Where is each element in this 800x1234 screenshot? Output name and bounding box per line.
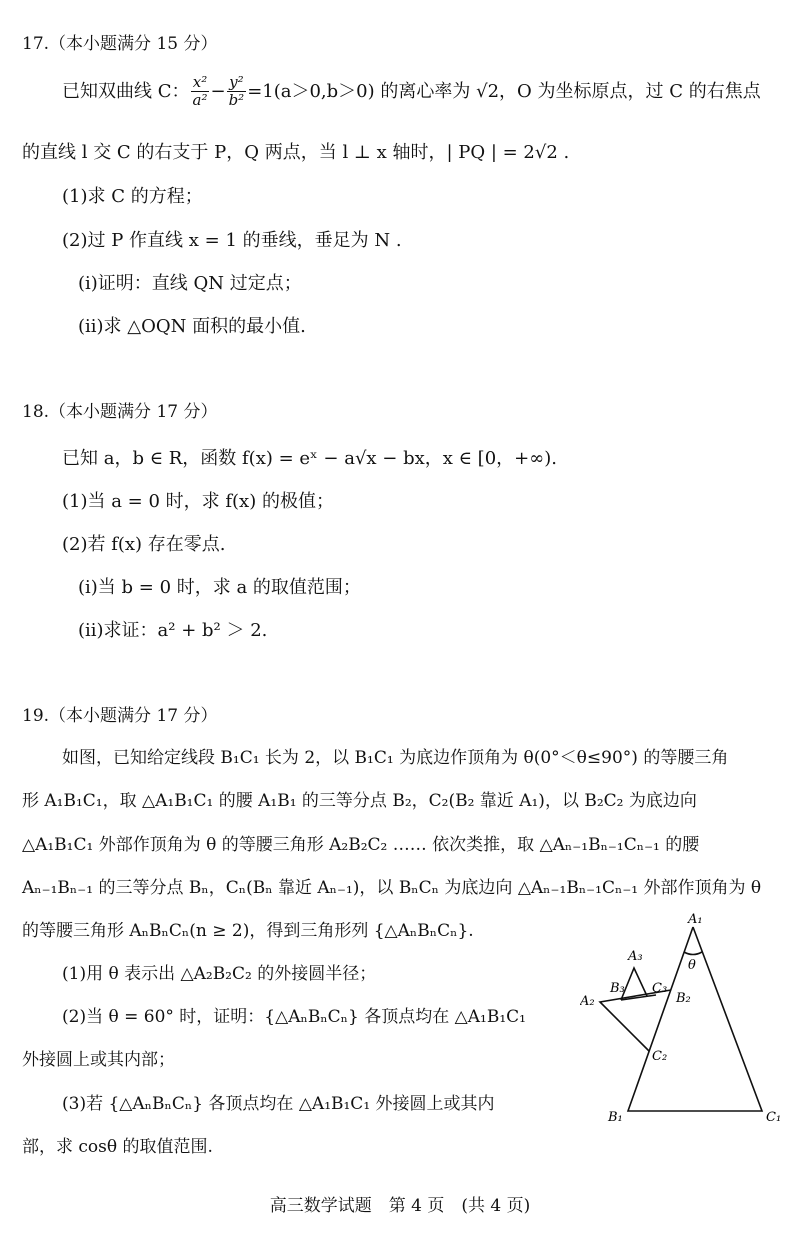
- q17-part2-ii: (ii)求 △OQN 面积的最小值.: [78, 316, 306, 337]
- q18-header: 18.（本小题满分 17 分）: [22, 402, 218, 422]
- q17-part1: (1)求 C 的方程；: [62, 186, 203, 207]
- q19-part2-b: 外接圆上或其内部；: [22, 1050, 175, 1070]
- label-c2: C₂: [652, 1049, 668, 1064]
- q17-intro-after: =1(a＞0,b＞0) 的离心率为: [247, 80, 477, 102]
- theta-arc: [684, 952, 702, 955]
- q17-frac-y: $\frac{\text{y²}}{\text{b²}}$: [228, 73, 245, 110]
- label-a1: A₁: [688, 912, 703, 927]
- label-a2: A₂: [580, 994, 595, 1009]
- q19-part1: (1)用 θ 表示出 △A₂B₂C₂ 的外接圆半径；: [62, 964, 377, 984]
- q18-part1: (1)当 a = 0 时，求 f(x) 的极值；: [62, 491, 334, 512]
- q17-intro-before: 已知双曲线 C：: [62, 80, 190, 102]
- q17-header: 17.（本小题满分 15 分）: [22, 34, 218, 54]
- q18-part2-i: (i)当 b = 0 时，求 a 的取值范围；: [78, 577, 361, 598]
- label-theta: θ: [688, 958, 696, 973]
- q17-sqrt2: √2: [476, 80, 500, 102]
- page-footer: 高三数学试题 第 4 页 (共 4 页): [269, 1196, 531, 1216]
- label-c3: C₃: [652, 981, 668, 996]
- q19-part2-a: (2)当 θ = 60° 时，证明：{△AₙBₙCₙ} 各顶点均在 △A₁B₁C₁: [62, 1007, 526, 1027]
- q19-part3-b: 部，求 cosθ 的取值范围.: [22, 1137, 213, 1157]
- q17-line2: 的直线 l 交 C 的右支于 P，Q 两点，当 l ⊥ x 轴时，| PQ | = 2√2 .: [22, 142, 570, 163]
- q19-line4: Aₙ₋₁Bₙ₋₁ 的三等分点 Bₙ，Cₙ(Bₙ 靠近 Aₙ₋₁)，以 BₙCₙ 为底边向 △Aₙ₋₁Bₙ₋₁Cₙ₋₁ 外部作顶角为 θ: [22, 878, 762, 898]
- q17-intro-end: ，O 为坐标原点，过 C 的右焦点: [499, 80, 761, 102]
- q18-intro: 已知 a，b ∈ R，函数 f(x) = eˣ − a√x − bx，x ∈ [0，+∞).: [62, 448, 557, 469]
- label-b3: B₃: [610, 981, 625, 996]
- q17-part2-i: (i)证明：直线 QN 过定点；: [78, 273, 302, 294]
- triangle-figure: [580, 910, 790, 1130]
- q19-line5: 的等腰三角形 AₙBₙCₙ(n ≥ 2)，得到三角形列 {△AₙBₙCₙ}.: [22, 921, 474, 941]
- q18-part2: (2)若 f(x) 存在零点.: [62, 534, 226, 555]
- label-b2: B₂: [676, 991, 691, 1006]
- q19-line2: 形 A₁B₁C₁，取 △A₁B₁C₁ 的腰 A₁B₁ 的三等分点 B₂，C₂(B₂ 靠近 A₁)，以 B₂C₂ 为底边向: [22, 791, 697, 811]
- q19-line1: 如图，已知给定线段 B₁C₁ 长为 2，以 B₁C₁ 为底边作顶角为 θ(0°＜θ≤90°) 的等腰三角: [62, 748, 729, 768]
- q19-line3: △A₁B₁C₁ 外部作顶角为 θ 的等腰三角形 A₂B₂C₂ …… 依次类推，取 △Aₙ₋₁Bₙ₋₁Cₙ₋₁ 的腰: [22, 835, 700, 855]
- label-b1: B₁: [608, 1110, 623, 1125]
- q17-intro: 已知双曲线 C： $\frac{\text{x²}}{\text{a²}}$ − $\frac{\text{y²}}{\text{b²}}$ =1(a＞0,b＞0) 的离心率为 √2，O 为坐标原点，过 C 的右焦点: [62, 73, 761, 110]
- q17-part2: (2)过 P 作直线 x = 1 的垂线，垂足为 N .: [62, 230, 402, 251]
- q18-part2-ii: (ii)求证：a² + b² ＞ 2.: [78, 620, 268, 641]
- label-a3: A₃: [628, 949, 643, 964]
- label-c1: C₁: [766, 1110, 782, 1125]
- q19-part3-a: (3)若 {△AₙBₙCₙ} 各顶点均在 △A₁B₁C₁ 外接圆上或其内: [62, 1094, 495, 1114]
- q17-frac-x: $\frac{\text{x²}}{\text{a²}}$: [192, 73, 208, 110]
- q19-header: 19.（本小题满分 17 分）: [22, 706, 218, 726]
